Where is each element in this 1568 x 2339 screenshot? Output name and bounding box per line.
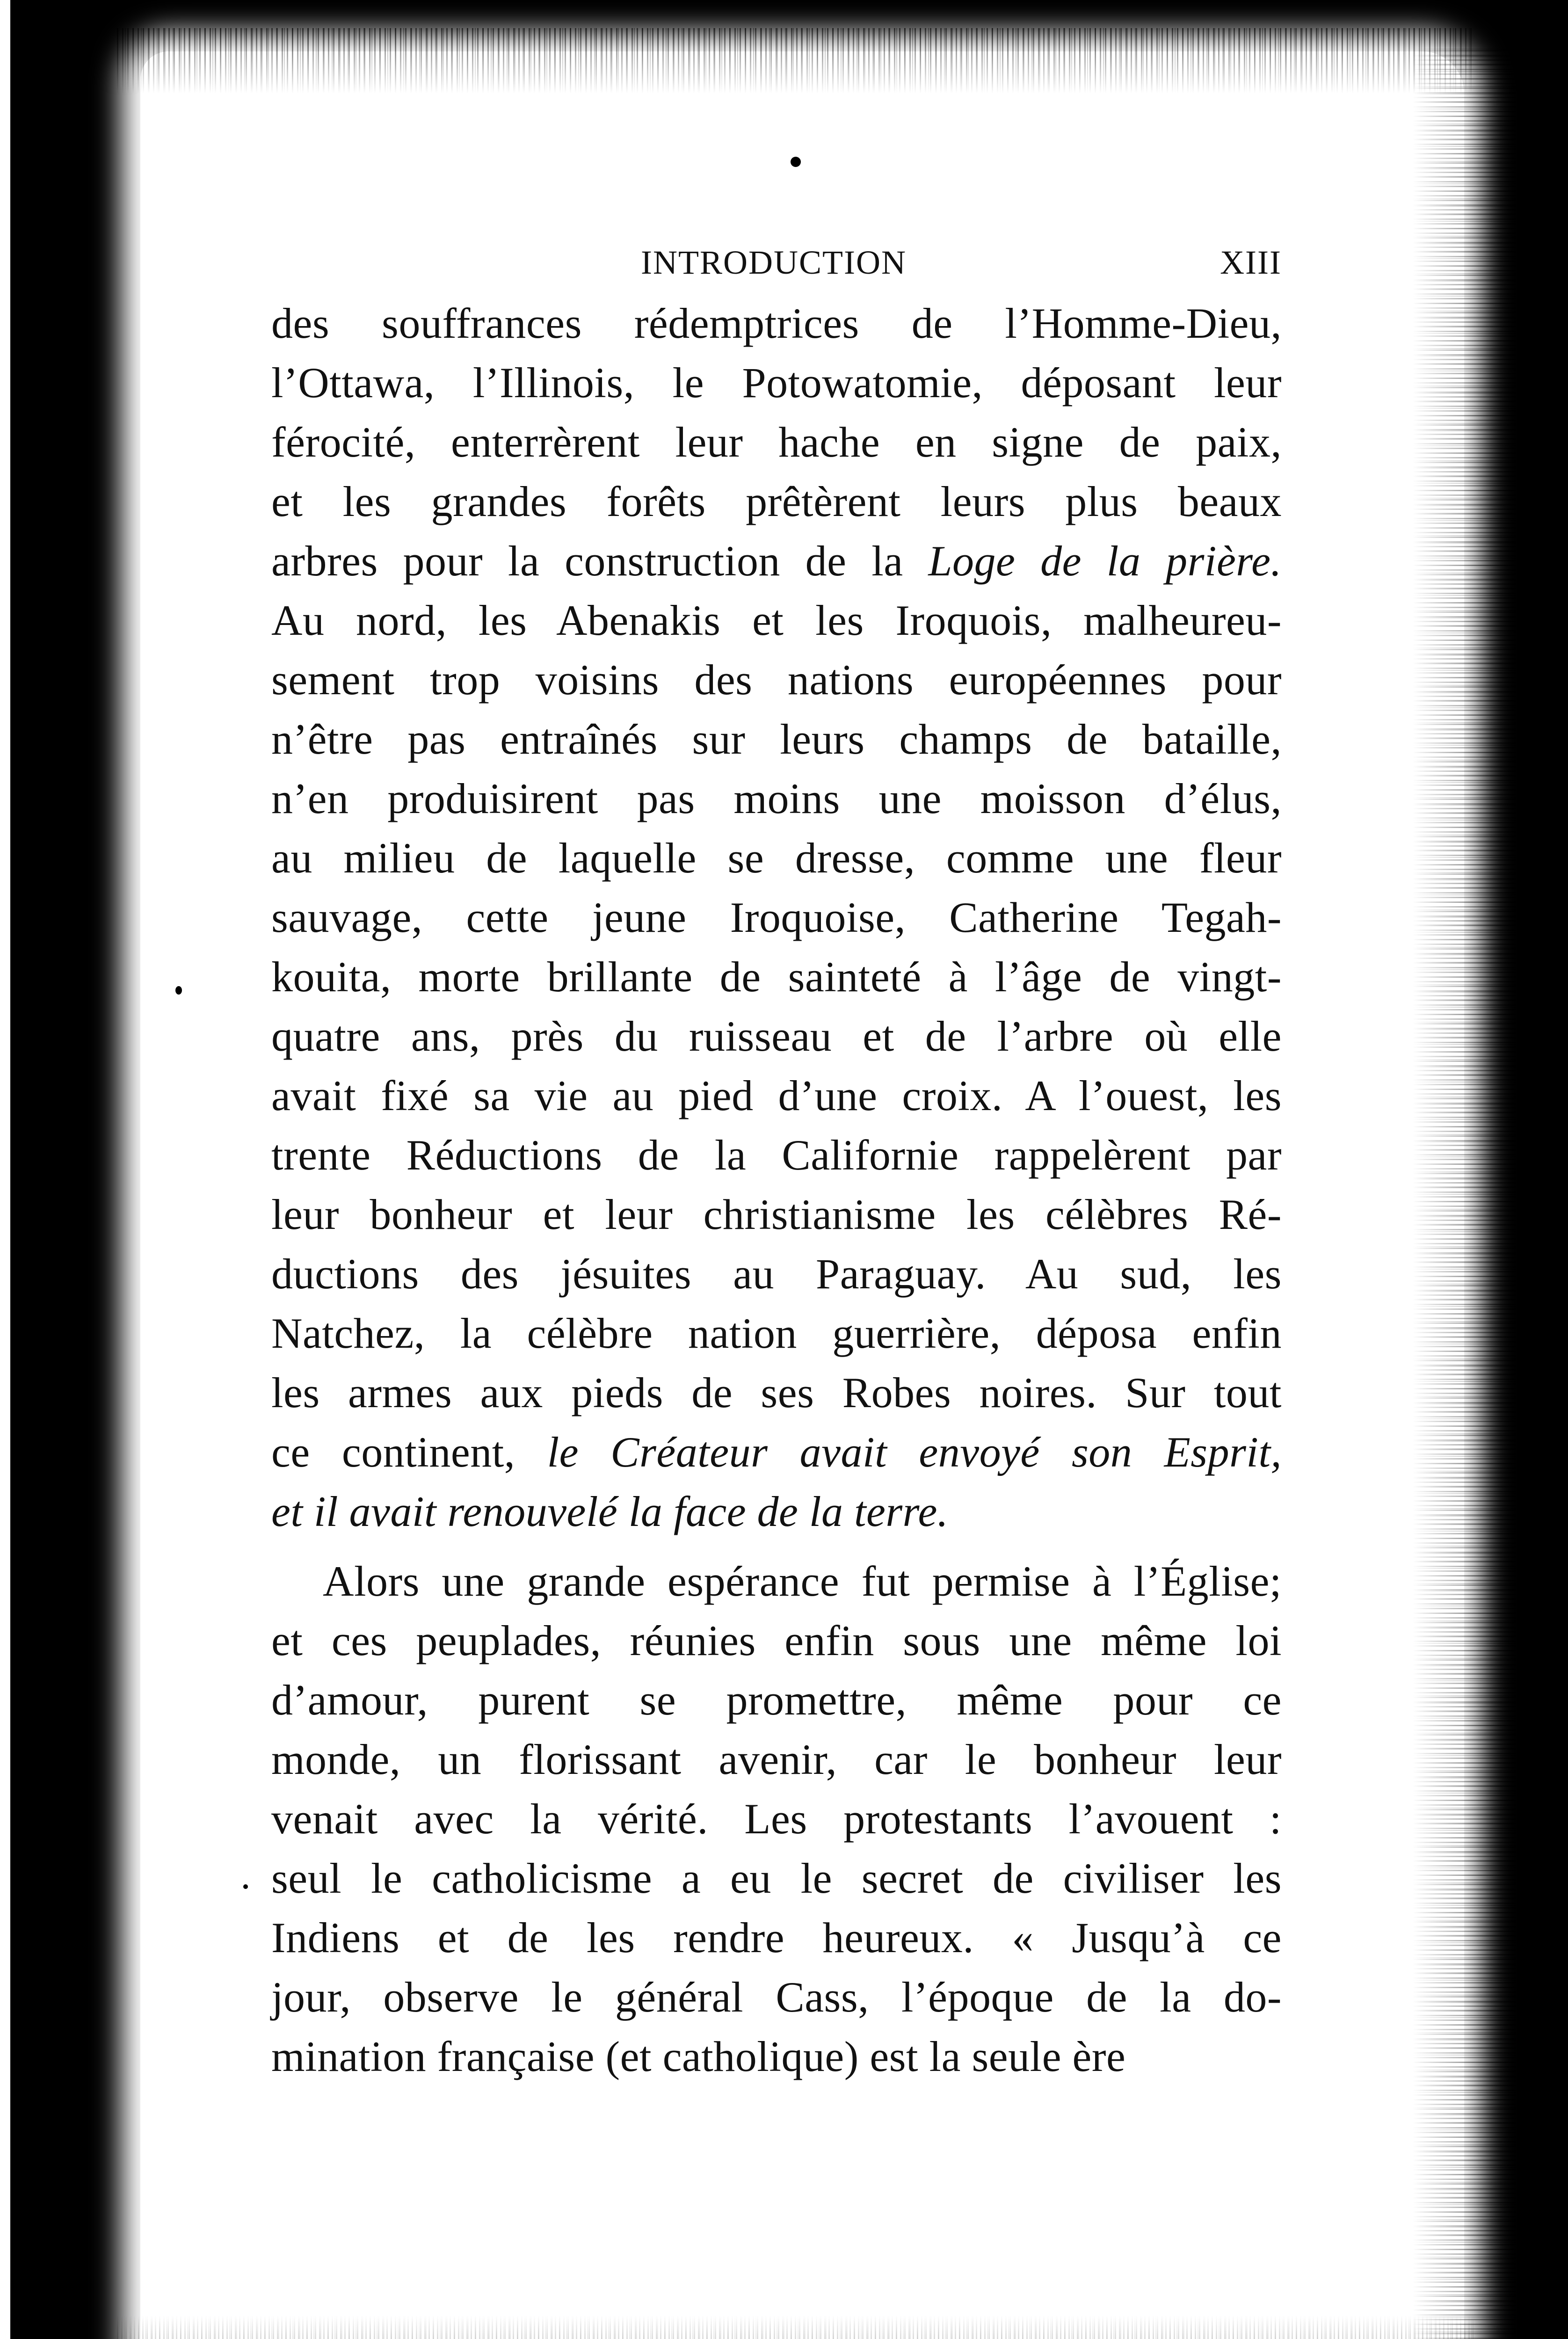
ink-speck: [243, 1884, 248, 1889]
text-line: [271, 650, 1282, 710]
text-segment: l’Ottawa, l’Illinois, le Potowatomie, déposant leur: [271, 359, 1282, 407]
running-head: INTRODUCTION: [641, 244, 907, 281]
text-segment: sauvage, cette jeune Iroquoise, Catherine Tegah-: [271, 893, 1282, 941]
text-line: [271, 1730, 1282, 1789]
text-segment: au milieu de laquelle se dresse, comme une fleur: [271, 834, 1282, 882]
text-segment: kouita, morte brillante de sainteté à l’âge de vingt-: [271, 953, 1282, 1001]
text-line: [271, 1552, 1282, 1611]
text-line: [271, 1789, 1282, 1849]
text-segment: Natchez, la célèbre nation guerrière, déposa enfin: [271, 1309, 1282, 1357]
text-segment: d’amour, purent se promettre, même pour ce: [271, 1676, 1282, 1724]
text-line: [271, 1126, 1282, 1185]
book-spine-edge: [0, 0, 10, 2339]
text-line: [271, 888, 1282, 947]
text-line: [271, 1185, 1282, 1244]
text-line: [271, 413, 1282, 472]
text-line: [271, 1849, 1282, 1908]
text-line: [271, 591, 1282, 650]
ink-speck: [175, 986, 182, 995]
italic-text: le Créateur avait envoyé son Esprit,: [547, 1428, 1282, 1476]
ink-speck: [791, 157, 801, 167]
text-line: [271, 769, 1282, 828]
text-line: [271, 828, 1282, 888]
text-line: [271, 1066, 1282, 1126]
text-segment: monde, un florissant avenir, car le bonheur leur: [271, 1736, 1282, 1783]
text-segment: férocité, enterrèrent leur hache en signe de paix,: [271, 418, 1282, 466]
text-line: [271, 1007, 1282, 1066]
text-segment: leur bonheur et leur christianisme les célèbres Ré-: [271, 1191, 1282, 1238]
text-line: [271, 710, 1282, 769]
text-segment: et les grandes forêts prêtèrent leurs plus beaux: [271, 478, 1282, 525]
text-line: [271, 1304, 1282, 1363]
paragraph-gap: [271, 1541, 1282, 1552]
text-line: [271, 1611, 1282, 1671]
page-header: [271, 234, 1282, 285]
text-segment: quatre ans, près du ruisseau et de l’arbre où elle: [271, 1012, 1282, 1060]
text-segment: jour, observe le général Cass, l’époque de la do-: [271, 1973, 1282, 2021]
text-segment: Indiens et de les rendre heureux. « Jusqu’à ce: [271, 1914, 1282, 1961]
text-line: [271, 947, 1282, 1007]
text-segment: n’en produisirent pas moins une moisson d’élus,: [271, 775, 1282, 822]
text-line: [271, 2027, 1282, 2086]
ink-speck: [70, 278, 79, 284]
text-line: [271, 1244, 1282, 1304]
text-segment: des souffrances rédemptrices de l’Homme-Dieu,: [271, 299, 1282, 347]
text-line: [271, 353, 1282, 413]
text-line: [271, 1671, 1282, 1730]
text-segment: les armes aux pieds de ses Robes noires. Sur tout: [271, 1369, 1282, 1416]
text-segment: n’être pas entraînés sur leurs champs de bataille,: [271, 715, 1282, 763]
text-segment: et ces peuplades, réunies enfin sous une même loi: [271, 1617, 1282, 1664]
text-segment: mination française (et catholique) est la seule ère: [271, 2033, 1126, 2080]
text-segment: trente Réductions de la Californie rappelèrent par: [271, 1131, 1282, 1179]
page-number: XIII: [1220, 244, 1282, 281]
text-segment: ductions des jésuites au Paraguay. Au sud, les: [271, 1250, 1282, 1298]
italic-text: Loge de la prière.: [928, 537, 1282, 585]
text-line: [271, 1482, 1282, 1541]
ink-speck: [65, 629, 73, 636]
text-segment: ce continent,: [271, 1428, 547, 1476]
text-segment: arbres pour la construction de la: [271, 537, 929, 585]
text-segment: venait avec la vérité. Les protestants l’avouent :: [271, 1795, 1282, 1843]
text-line: [271, 472, 1282, 531]
italic-text: et il avait renouvelé la face de la terre.: [271, 1488, 949, 1535]
text-segment: sement trop voisins des nations européennes pour: [271, 656, 1282, 704]
text-segment: Alors une grande espérance fut permise à l’Église;: [323, 1557, 1282, 1605]
text-line: [271, 1908, 1282, 1968]
text-line: [271, 1363, 1282, 1423]
text-line: [271, 1423, 1282, 1482]
body-text: [271, 294, 1282, 2086]
text-segment: seul le catholicisme a eu le secret de civiliser les: [271, 1854, 1282, 1902]
text-segment: Au nord, les Abenakis et les Iroquois, malheureu-: [271, 596, 1282, 644]
text-segment: avait fixé sa vie au pied d’une croix. A l’ouest, les: [271, 1072, 1282, 1119]
text-line: [271, 531, 1282, 591]
text-line: [271, 1968, 1282, 2027]
ink-speck: [60, 1174, 67, 1182]
text-line: [271, 294, 1282, 353]
